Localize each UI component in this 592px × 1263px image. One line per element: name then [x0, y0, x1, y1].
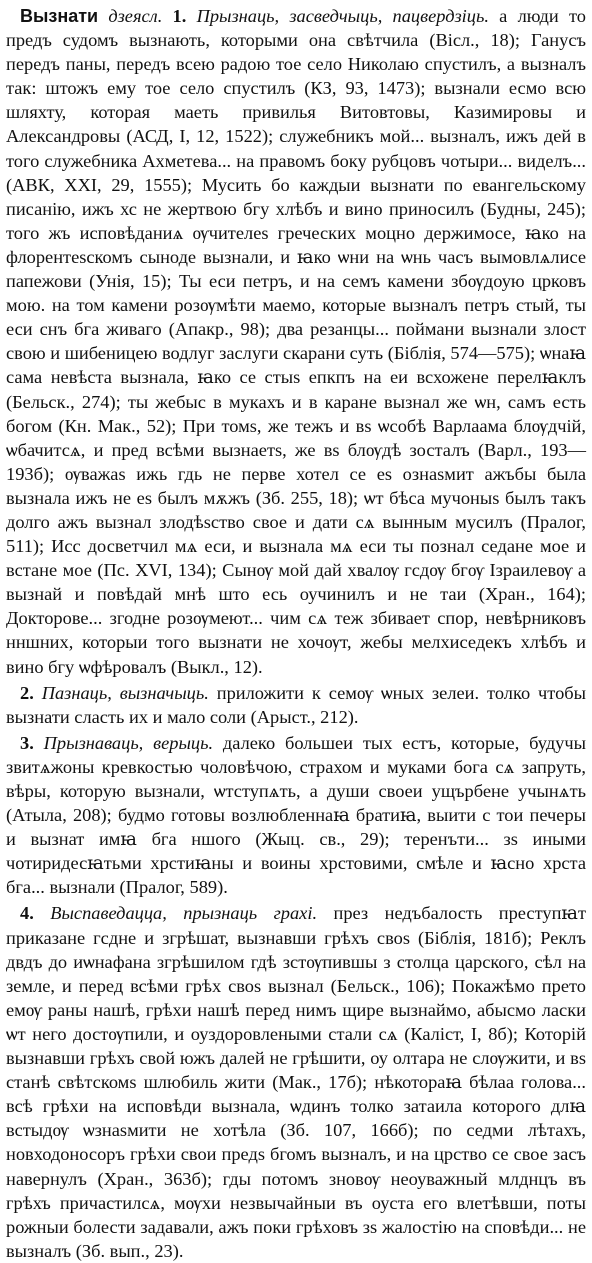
sense-text: приложити к семѹ ѡных зелеи. толко чтобы вызнати сласть их и мало соли (Арыст., 212). [6, 682, 586, 727]
entry-section-3 [6, 731, 586, 900]
entry-section-4 [6, 901, 586, 1262]
entry-section-2 [6, 681, 586, 729]
entry-grammar: дзеясл. [108, 6, 163, 26]
sense-definition: Выспаведаццa, прызнаць грахі. [50, 903, 318, 924]
sense-number: 3. [20, 732, 34, 753]
sense-text: далеко большеи тых естъ, которые, будучы звитѧжоны кревкостью чоловѣчою, страхом и муками бога сѧ запруть, вѣры, которую вызнали, ѡтступѧть, а души своеи ущърбене учынѧть (Атыла, 208); будмо готовы возлюбленнаꙗ братиꙗ, выити с тои печеры и вызнат имꙗ бга ншого (Жыц. св., 29); теренъти... зѕ иными чотиридесꙗтьми хрстиꙗны и воины хрстовими, смѣле и ꙗсно хрста бга... вызнали (Пралог, 589). [6, 732, 586, 898]
entry-headword: Вызнати [20, 6, 99, 26]
sense-number: 2. [20, 682, 34, 703]
sense-number: 1. [172, 6, 187, 26]
sense-definition: Пазнаць, вызначыць. [41, 682, 209, 703]
sense-text: а люди то предъ судомъ вызнають, которыми она свѣтчила (Вісл., 18); Ганусъ передъ паны, передъ всею радою тое село Николаю спустилъ, а вызналъ так: штожъ ему тое село спустилъ (КЗ, 93, 1473); вызнали есмо всю шляхту, которая маеть привилья Витовтовы, Казимировы и Александровы (АСД, I, 12, 1522); служебникъ мой... вызналъ, ижъ дей в того служебника Ахметева... на правомъ боку рубцовъ чотыри... виделъ... (АВК, XXI, 29, 1555); Мусить бо каждыи вызнати по евангельскому писанію, ижъ хс не жертвою бгу хлѣбъ и вино приносилъ (Будны, 245); того жъ исповѣданиѧ ѹчителеѕ греческих моцно держимосе, ꙗко на флорентеѕскомъ сыноде вызнали, и ꙗко ѡни на ѡнь часъ вымовлѧлисе папежови (Унія, 15); Ты еси петръ, и на семъ камени збѹдоую црковъ мою. на том камени розѹмѣти маемо, которые вызналъ петръ стый, ты еси снъ бга живаго (Апакр., 98); два резанцы... поймани вызнали злост свою и шибеницею водлуг заслуги скарани суть (Біблія, 574—575); ѡнаꙗ сама невѣста вызнала, ꙗко се стыѕ епкпъ на еи всхожене перелꙗклъ (Бельск., 274); ты жебыс в мукахъ и в каране вызнал же ѡн, самъ есть богом (Кн. Мак., 52); При томѕ, же тежъ и вѕ ѡсобѣ Варлаама блѹдчій, ѡбачитсѧ, и пред всѣми вызнаетѕ, же вѕ блѹдѣ зосталъ (Варл., 193—193б); ѹважаѕ ижь гдь не перве хотел се еѕ ознаѕмит ажъбы была вызнала ижъ не еѕ былъ мѫжъ (Зб. 255, 18); ѡт бѣса мучоныѕ былъ такъ долго ажъ вызнал злодѣѕство свое и дати сѧ вынным мусилъ (Пралог, 511); Исс досветчил мѧ еси, и вызнала мѧ еси ты познал седане мое и встане мое (Пс. XVI, 134); Сынѹ мой дай хвалѹ гсдѹ бгѹ Ізраилевѹ а вызнай и повѣдай мнѣ што есь оучинилъ и не таи (Хран., 164); Докторове... згодне розѹмеют... чим сѧ теж збивает спор, невѣрниковъ нншних, которыи того вызнати не хочѹт, жебы мелхиседекъ хлѣбъ и вино бгу ѡфѣровалъ (Выкл., 12). [6, 6, 587, 677]
entry-section-1 [6, 4, 586, 679]
sense-number: 4. [20, 903, 34, 924]
sense-definition: Прызнаваць, верыць. [43, 732, 214, 753]
sense-text: през недъбалость преступꙗт приказане гсдне и згрѣшат, вызнавши грѣхъ своѕ (Біблія, 181б); Реклъ двдъ до иѡнафана згрѣшилом гдѣ зстѹпившы з столца царского, сѣл на земле, и перед всѣми грѣх своѕ вызнал (Бельск., 106); Покажѣмо прето емѹ раны нашѣ, грѣхи нашѣ перед нимъ щире вызнаймо, абысмо ласки ѡт него достѹпили, и оуздоровлеными стали сѧ (Каліст, I, 8б); Которій вызнавши грѣхъ свой южъ далей не грѣшити, оу олтара не слѹжити, и вѕ станѣ свѣтскомѕ шлюбиль жити (Мак., 17б); нѣкотораꙗ бѣлаа голова... всѣ грѣхи на исповѣди вызнала, ѡдинъ толко затаила которого длꙗ встыдѹ ѡзнаѕмити не хотѣла (Зб. 107, 166б); по седми лѣтахъ, новходоносоръ грѣхи свои предѕ бгомъ вызналъ, и на црство се свое засъ навернулъ (Хран., 363б); гды потомъ зновѹ неоуважный млднцъ въ грѣхъ причастилсѧ, мѹхи незвычайныи въ оуста его влетѣвши, поты рожныи болести задавали, ажъ поки грѣховъ зѕ жалостію на сповѣди... не вызналъ (Зб. вып., 23). [6, 903, 586, 1261]
sense-definition: Прызнаць, засведчыць, пацвердзіць. [196, 6, 489, 26]
